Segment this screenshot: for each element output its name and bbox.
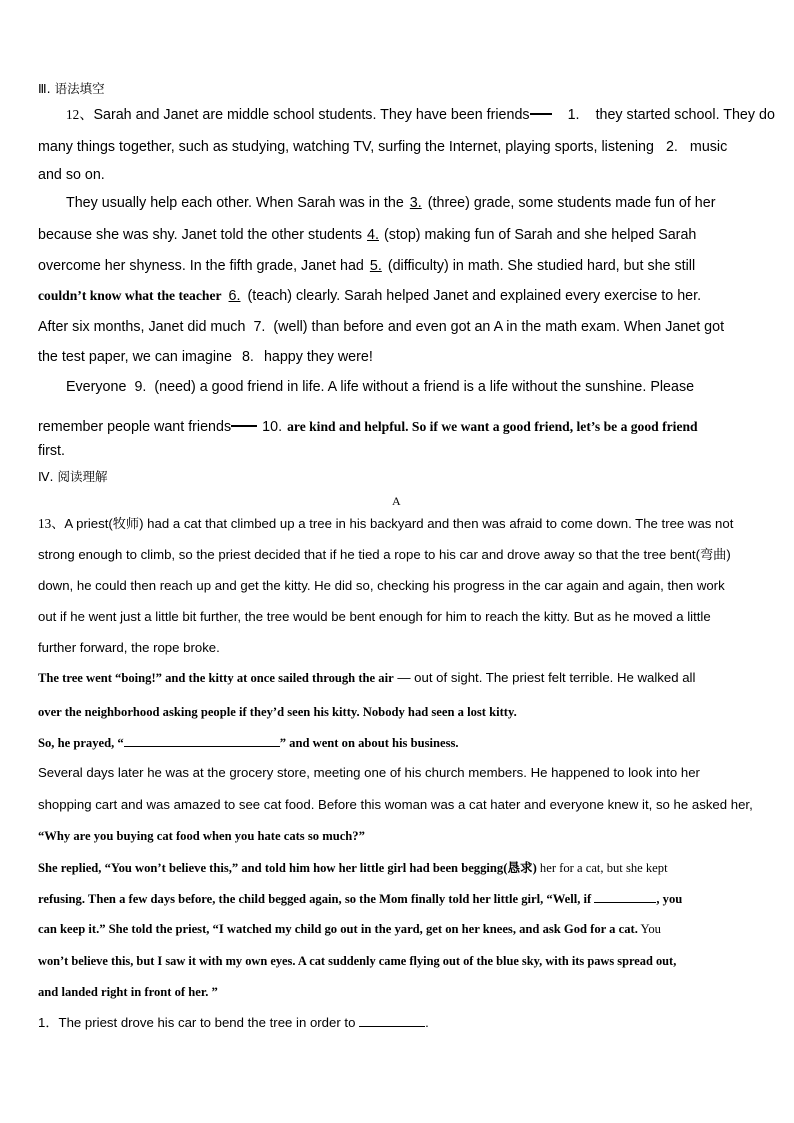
prayer-blank — [124, 734, 280, 747]
text: overcome her shyness. In the fifth grade, Janet had — [38, 258, 364, 274]
passage-line-15: won’t believe this, but I saw it with my own eyes. A cat suddenly came flying out of the blue sky, with its paws spread out, — [38, 954, 677, 968]
text: 、A priest(牧师) had a cat that climbed up a tree in his backyard and then was afraid to come down. The tree was not — [51, 516, 734, 531]
text: — out of sight. The priest felt terrible. He walked all — [393, 670, 696, 685]
p2-line-2 — [38, 226, 696, 244]
passage-line-6 — [38, 669, 695, 687]
blank-6: 6. — [228, 288, 241, 304]
text: After six months, Janet did much — [38, 319, 246, 335]
passage-line-2: strong enough to climb, so the priest decided that if he tied a rope to his car and drove away so that the tree bent(弯曲) — [38, 547, 731, 562]
text: (difficulty) in math. She studied hard, but she still — [387, 258, 696, 274]
p3-line-1 — [66, 378, 694, 396]
p2-line-6 — [38, 348, 373, 366]
text: remember people want friends — [38, 419, 232, 435]
text: many things together, such as studying, watching TV, surfing the Internet, playing sports, listening — [38, 139, 654, 155]
passage-line-11: “Why are you buying cat food when you hate cats so much?” — [38, 829, 365, 843]
passage-line-7: over the neighborhood asking people if they’d seen his kitty. Nobody had seen a lost kitty. — [38, 705, 517, 719]
blank-3: 3. — [409, 195, 422, 211]
text: (well) than before and even got an A in the math exam. When Janet got — [273, 319, 725, 335]
blank-5: 5. — [369, 258, 382, 274]
blank-8: 8. — [241, 349, 254, 365]
text: 、Sarah and Janet are middle school students. They have been friends — [79, 107, 530, 123]
text: the test paper, we can imagine — [38, 349, 232, 365]
passage-line-9: Several days later he was at the grocery store, meeting one of his church members. He happened to look into her — [38, 765, 700, 780]
condition-blank — [594, 890, 656, 903]
dash-mark — [530, 113, 552, 115]
text: They usually help each other. When Sarah was in the — [66, 195, 404, 211]
text-bold: are kind and helpful. So if we want a good friend, let’s be a good friend — [287, 419, 698, 434]
section-4-title: Ⅳ. 阅读理解 — [38, 469, 108, 484]
passage-line-1 — [38, 515, 733, 533]
text-bold: , you — [656, 892, 683, 906]
p1-line-3: and so on. — [38, 167, 105, 183]
text: Everyone — [66, 379, 127, 395]
text: 1．The priest drove his car to bend the tree in order to — [38, 1015, 360, 1030]
passage-line-8 — [38, 734, 459, 752]
text: happy they were! — [263, 349, 373, 365]
text: (teach) clearly. Sarah helped Janet and explained every exercise to her. — [247, 288, 702, 304]
text-bold: can keep it.” She told the priest, “I watched my child go out in the yard, get on her knees, and ask God for a cat. — [38, 922, 638, 936]
text: (three) grade, some students made fun of her — [427, 195, 716, 211]
blank-4: 4. — [367, 227, 379, 243]
text-bold: The tree went “boing!” and the kitty at once sailed through the air — [38, 671, 394, 685]
p2-line-3 — [38, 257, 695, 275]
p2-line-1 — [66, 194, 715, 212]
answer-blank[interactable] — [359, 1014, 425, 1027]
passage-line-12 — [38, 859, 668, 877]
question-1 — [38, 1014, 429, 1032]
p2-line-4 — [38, 287, 701, 305]
passage-line-13 — [38, 890, 682, 908]
p3-line-3: first. — [38, 443, 66, 459]
text-bold: She replied, “You won’t believe this,” and told him how her little girl had been begging(恳求) — [38, 861, 537, 875]
dash-mark — [231, 425, 257, 427]
passage-line-5: further forward, the rope broke. — [38, 640, 220, 655]
passage-line-16: and landed right in front of her. ” — [38, 985, 218, 999]
text: You — [637, 922, 661, 936]
section-3-title: Ⅲ. 语法填空 — [38, 81, 105, 96]
blank-1: 1. — [567, 107, 580, 123]
text-bold: refusing. Then a few days before, the child begged again, so the Mom finally told her little girl, “Well, if — [38, 892, 595, 906]
text-bold: couldn’t know what the teacher — [38, 288, 222, 303]
text: her for a cat, but she kept — [536, 861, 668, 875]
question-number-13: 13 — [38, 516, 52, 531]
text: (stop) making fun of Sarah and she helped Sarah — [384, 227, 697, 243]
question-number-12: 12 — [66, 107, 80, 122]
blank-9: 9. — [134, 379, 147, 395]
passage-line-14 — [38, 920, 661, 938]
text: they started school. They do — [595, 107, 775, 123]
p2-line-5 — [38, 318, 724, 336]
p1-line-2 — [38, 138, 727, 156]
passage-line-10: shopping cart and was amazed to see cat food. Before this woman was a cat hater and everyone knew it, so he asked her, — [38, 797, 753, 812]
p3-line-2 — [38, 418, 698, 436]
blank-7: 7. — [253, 319, 266, 335]
text-bold: ” and went on about his business. — [279, 736, 459, 750]
text: . — [425, 1015, 429, 1030]
passage-line-3: down, he could then reach up and get the kitty. He did so, checking his progress in the car again and again, then work — [38, 578, 725, 593]
text: music — [689, 139, 728, 155]
text-bold: So, he prayed, “ — [38, 736, 124, 750]
text: because she was shy. Janet told the other students — [38, 227, 362, 243]
text: (need) a good friend in life. A life without a friend is a life without the sunshine. Please — [154, 379, 695, 395]
p1-line-1 — [66, 106, 775, 124]
blank-10: 10. — [262, 419, 283, 435]
blank-2: 2. — [665, 139, 678, 155]
passage-line-4: out if he went just a little bit further, the tree would be bent enough for him to reach the kitty. But as he moved a little — [38, 609, 711, 624]
passage-label: A — [392, 494, 401, 508]
